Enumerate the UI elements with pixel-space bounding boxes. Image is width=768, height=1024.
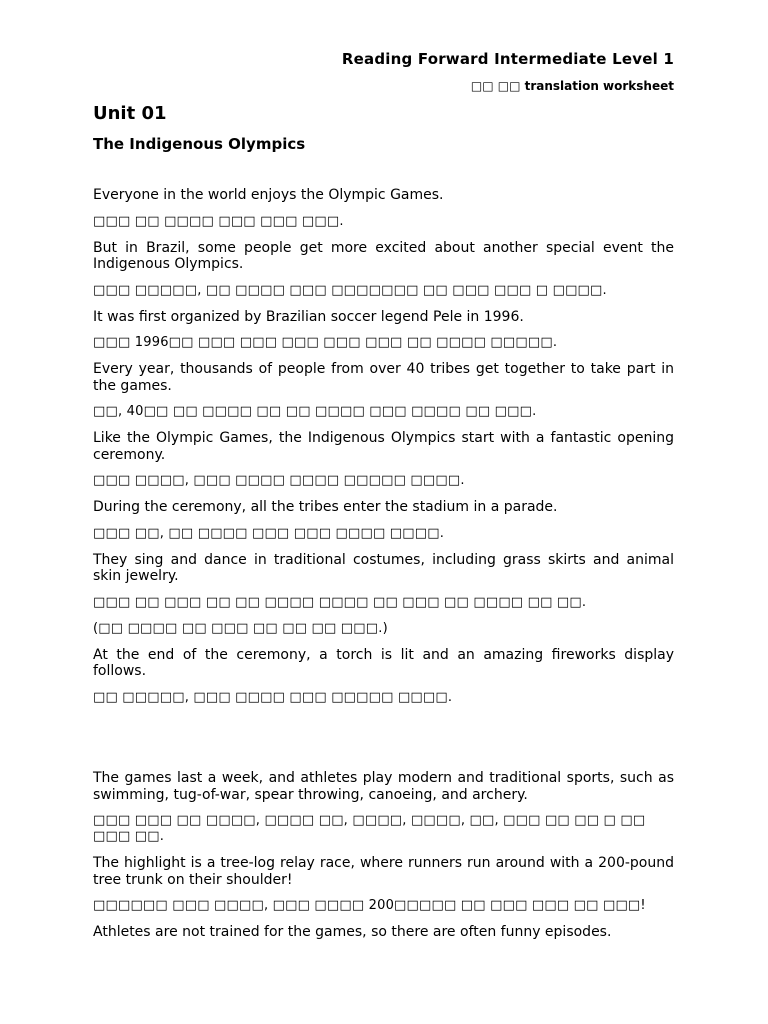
korean-translation: □□□ □□□□, □□□ □□□□ □□□□ □□□□□ □□□□. xyxy=(93,473,465,488)
english-sentence: Like the Olympic Games, the Indigenous Olympics start with a fantastic opening ceremony. xyxy=(93,430,674,463)
english-sentence: The games last a week, and athletes play modern and traditional sports, such as swimming, tug-of-war, spear throwing, canoeing, and archery. xyxy=(93,770,674,803)
english-sentence: They sing and dance in traditional costumes, including grass skirts and animal skin jewelry. xyxy=(93,551,674,584)
book-title: Reading Forward Intermediate Level 1 xyxy=(341,50,674,68)
english-sentence: During the ceremony, all the tribes enter the stadium in a parade. xyxy=(93,499,558,515)
english-sentence: At the end of the ceremony, a torch is lit and an amazing fireworks display follows. xyxy=(93,646,674,679)
english-sentence: It was first organized by Brazilian soccer legend Pele in 1996. xyxy=(93,308,524,325)
english-sentence: Every year, thousands of people from over 40 tribes get together to take part in the games. xyxy=(93,361,674,394)
english-sentence: Athletes are not trained for the games, so there are often funny episodes. xyxy=(93,924,612,940)
english-sentence: But in Brazil, some people get more excited about another special event the Indigenous Olympics. xyxy=(93,239,674,272)
korean-translation: □□□ □□ □□□□ □□□ □□□ □□□. xyxy=(93,213,344,229)
unit-heading: Unit 01 xyxy=(93,103,167,124)
passage-section-1 xyxy=(93,187,674,716)
korean-translation: □□□□□□ □□□ □□□□, □□□ □□□□ 200□□□□□ □□ □□□ □□□ □□ □□□! xyxy=(93,898,646,913)
english-sentence: Everyone in the world enjoys the Olympic Games. xyxy=(93,187,444,203)
korean-translation: □□□ □□, □□ □□□□ □□□ □□□ □□□□ □□□□. xyxy=(93,525,445,541)
korean-translation: □□□ □□□□□, □□ □□□□ □□□ □□□□□□□ □□ □□□ □□□ □ □□□□. xyxy=(93,282,607,298)
english-sentence: The highlight is a tree-log relay race, where runners run around with a 200-pound tree trunk on their shoulder! xyxy=(93,855,674,888)
korean-translation: □□ □□□□□, □□□ □□□□ □□□ □□□□□ □□□□. xyxy=(93,689,453,705)
korean-translation: □□□ □□ □□□ □□ □□ □□□□ □□□□ □□ □□□ □□ □□□□ □□ □□. xyxy=(93,594,587,610)
korean-translation: □□□ □□□ □□ □□□□, □□□□ □□, □□□□, □□□□, □□, □□□ □□ □□ □ □□ □□□ □□. xyxy=(93,813,646,844)
korean-translation: □□□ 1996□□ □□□ □□□ □□□ □□□ □□□ □□ □□□□ □□□□□. xyxy=(93,335,558,350)
worksheet-subtitle: □□ □□ translation worksheet xyxy=(470,79,674,93)
story-title: The Indigenous Olympics xyxy=(93,135,306,153)
korean-translation: □□, 40□□ □□ □□□□ □□ □□ □□□□ □□□ □□□□ □□ □□□. xyxy=(93,404,537,419)
korean-note: (□□ □□□□ □□ □□□ □□ □□ □□ □□□.) xyxy=(93,620,388,636)
passage-section-2 xyxy=(93,770,674,951)
